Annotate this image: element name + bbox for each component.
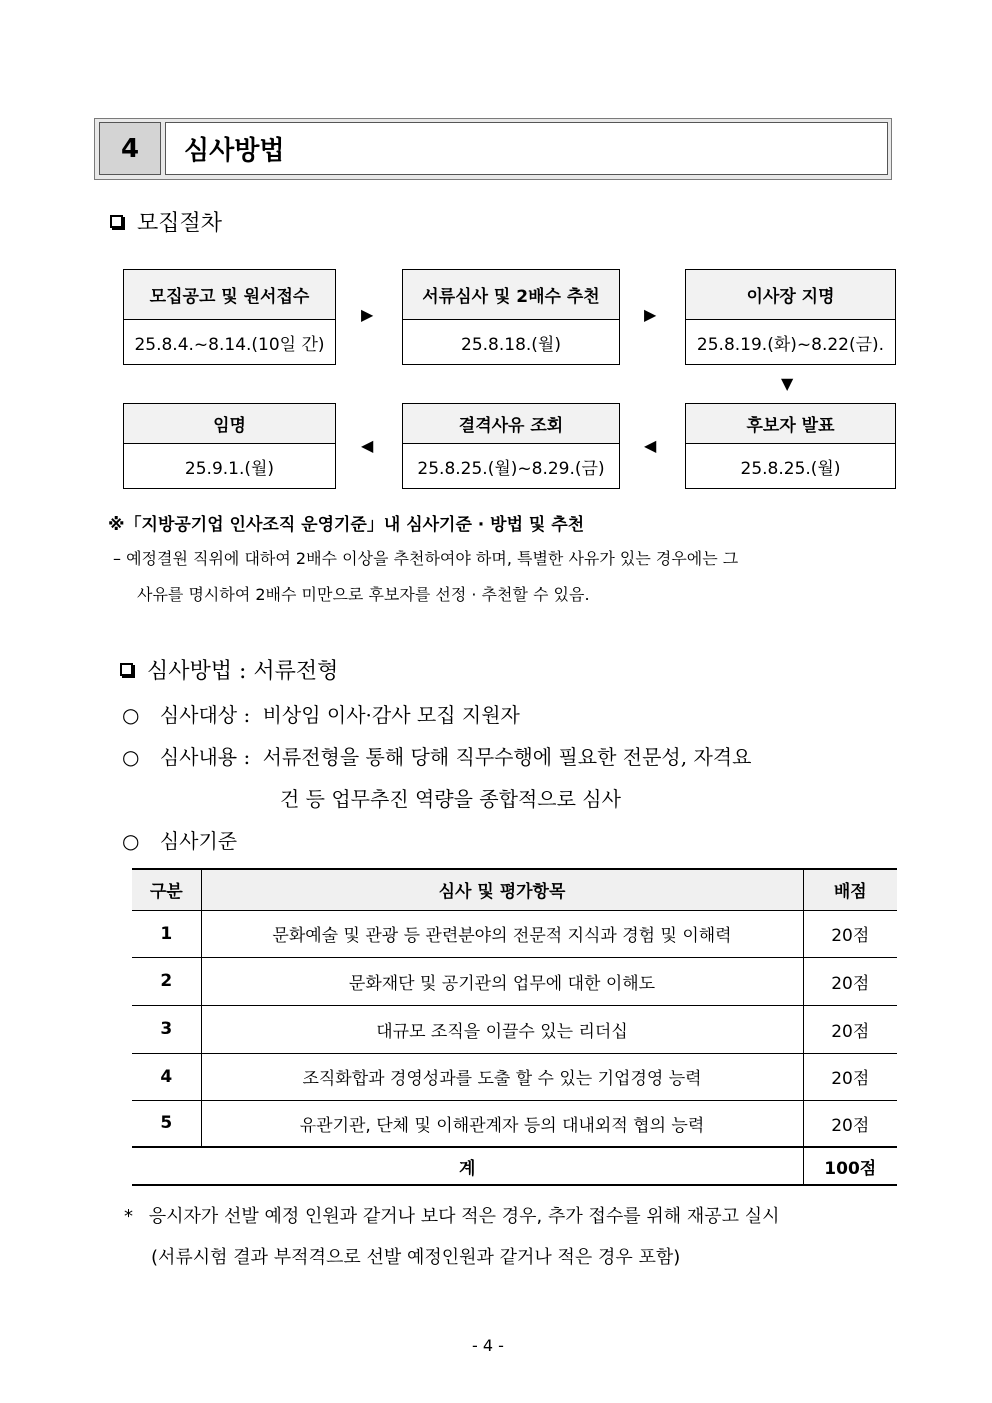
target-label: 심사대상 :: [159, 703, 251, 727]
row-item: 대규모 조직을 이끌수 있는 리더십: [201, 1005, 803, 1053]
criteria-label: 심사기준: [159, 829, 238, 853]
bullet-circle-icon: ○: [122, 829, 140, 853]
footnote-line-2: (서류시험 결과 부적격으로 선발 예정인원과 같거나 적은 경우 포함): [151, 1247, 681, 1268]
page-number: - 4 -: [472, 1336, 504, 1355]
process-step-date: 25.8.4.~8.14.(10일 간): [134, 334, 325, 355]
table-total-row: [132, 1147, 897, 1185]
row-no: 3: [132, 1005, 201, 1053]
process-step-date: 25.9.1.(월): [184, 458, 275, 479]
bullet-target: [122, 699, 520, 728]
content-line-2: 건 등 업무추진 역량을 종합적으로 심사: [280, 787, 621, 811]
table-row: [132, 1100, 897, 1147]
note-line-2: 사유를 명시하여 2배수 미만으로 후보자를 선정 · 추천할 수 있음.: [137, 585, 590, 604]
process-step-5: [402, 403, 620, 489]
table-row: [132, 910, 897, 957]
row-no: 2: [132, 957, 201, 1005]
arrow-down-icon: ▼: [781, 374, 794, 393]
bullet-circle-icon: ○: [122, 703, 140, 727]
section-number: 4: [99, 122, 161, 175]
table-row: [132, 957, 897, 1005]
row-score: 20점: [803, 957, 897, 1005]
header-item: 심사 및 평가항목: [201, 869, 803, 910]
process-step-title: 결격사유 조회: [403, 404, 619, 444]
arrow-right-icon: ▶: [644, 305, 657, 324]
footnote-text-1: 응시자가 선발 예정 인원과 같거나 보다 적은 경우, 추가 접수를 위해 재공고 실시: [148, 1206, 780, 1227]
arrow-left-icon: ◀: [361, 436, 374, 455]
section-title: 심사방법: [165, 122, 888, 175]
checkbox-square-icon: [120, 663, 133, 676]
table-row: [132, 1005, 897, 1053]
recruit-heading: [110, 206, 222, 237]
process-step-date: 25.8.18.(월): [461, 334, 561, 355]
bullet-circle-icon: ○: [122, 745, 140, 769]
row-score: 20점: [803, 1053, 897, 1100]
process-step-title: 모집공고 및 원서접수: [124, 270, 335, 320]
target-value: 비상임 이사·감사 모집 지원자: [262, 703, 520, 727]
total-score: 100점: [803, 1147, 897, 1185]
method-heading: [120, 654, 338, 685]
process-step-6: [123, 403, 336, 489]
row-no: 1: [132, 910, 201, 957]
header-no: 구분: [132, 869, 201, 910]
note-line-1: – 예정결원 직위에 대하여 2배수 이상을 추천하여야 하며, 특별한 사유가 있는 경우에는 그: [113, 549, 739, 568]
process-step-date: 25.8.25.(월)~8.29.(금): [417, 458, 605, 479]
process-step-4: [685, 403, 896, 489]
table-header-row: [132, 869, 897, 910]
note-title: ※「지방공기업 인사조직 운영기준」내 심사기준 · 방법 및 추천: [108, 515, 585, 535]
content-label: 심사내용 :: [159, 745, 251, 769]
process-step-title: 서류심사 및 2배수 추천: [403, 270, 619, 320]
row-score: 20점: [803, 1005, 897, 1053]
bullet-criteria: [122, 825, 237, 854]
process-step-3: [685, 269, 896, 365]
row-score: 20점: [803, 1100, 897, 1147]
header-score: 배점: [803, 869, 897, 910]
checkbox-square-icon: [110, 215, 123, 228]
row-no: 4: [132, 1053, 201, 1100]
content-line-1: 서류전형을 통해 당해 직무수행에 필요한 전문성, 자격요: [262, 745, 752, 769]
process-step-1: [123, 269, 336, 365]
table-row: [132, 1053, 897, 1100]
footnote-line-1: [124, 1202, 780, 1228]
process-step-date: 25.8.25.(월): [740, 458, 841, 479]
row-no: 5: [132, 1100, 201, 1147]
process-step-title: 이사장 지명: [686, 270, 895, 320]
arrow-left-icon: ◀: [644, 436, 657, 455]
footnote-mark: *: [124, 1206, 133, 1227]
criteria-table: [132, 868, 897, 1186]
process-step-date: 25.8.19.(화)~8.22(금).: [696, 334, 885, 355]
total-label: 계: [132, 1147, 803, 1185]
row-score: 20점: [803, 910, 897, 957]
arrow-right-icon: ▶: [361, 305, 374, 324]
bullet-content: [122, 741, 751, 770]
recruit-heading-text: 모집절차: [137, 211, 223, 236]
row-item: 조직화합과 경영성과를 도출 할 수 있는 기업경영 능력: [201, 1053, 803, 1100]
row-item: 유관기관, 단체 및 이해관계자 등의 대내외적 협의 능력: [201, 1100, 803, 1147]
row-item: 문화재단 및 공기관의 업무에 대한 이해도: [201, 957, 803, 1005]
process-step-title: 임명: [124, 404, 335, 444]
process-step-title: 후보자 발표: [686, 404, 895, 444]
row-item: 문화예술 및 관광 등 관련분야의 전문적 지식과 경험 및 이해력: [201, 910, 803, 957]
process-step-2: [402, 269, 620, 365]
method-heading-text: 심사방법 : 서류전형: [147, 659, 339, 684]
